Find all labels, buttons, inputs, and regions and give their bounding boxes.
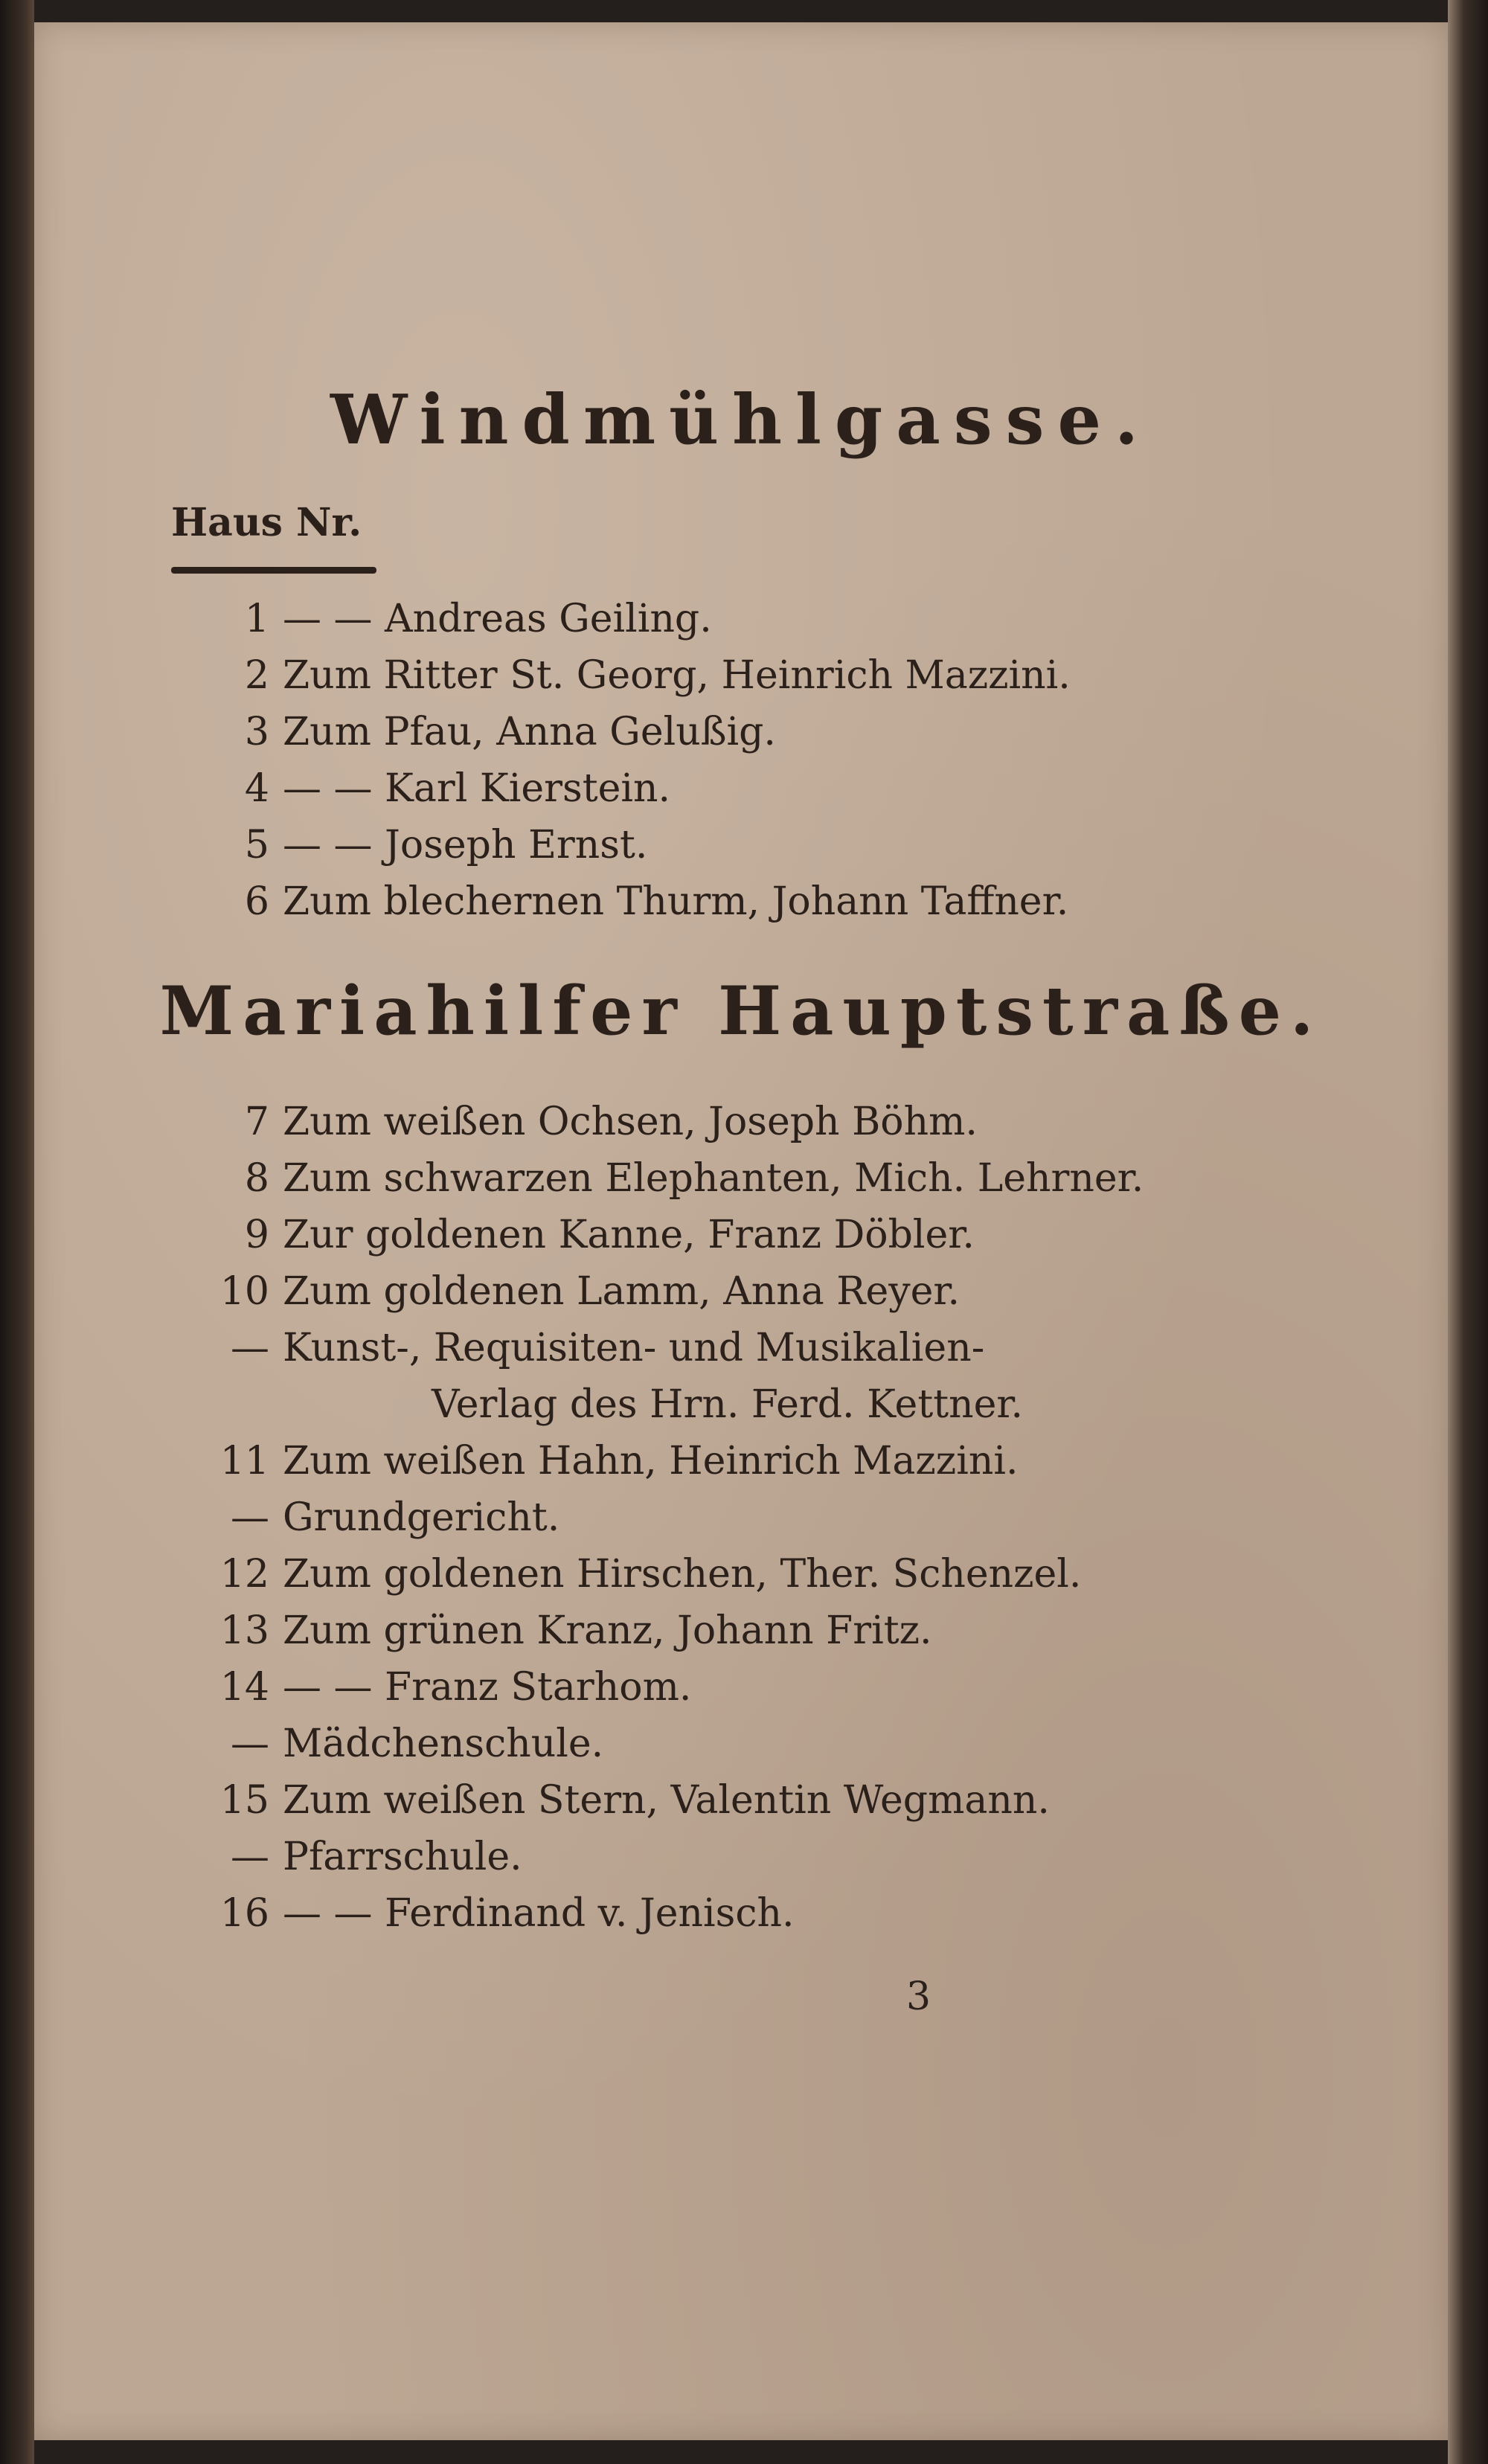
house-number: —	[231, 1326, 269, 1370]
house-number: —	[231, 1495, 269, 1540]
house-number: 3	[244, 710, 269, 754]
entry-text: — — Andreas Geiling.	[283, 597, 712, 641]
house-number: 8	[244, 1156, 269, 1201]
entry-text: Mädchenschule.	[283, 1722, 604, 1766]
house-number: 10	[219, 1269, 269, 1314]
list-item	[205, 1100, 978, 1152]
list-item	[205, 1213, 975, 1265]
house-number: 13	[219, 1608, 269, 1653]
entry-text: — — Joseph Ernst.	[283, 823, 648, 867]
list-item	[205, 653, 1071, 705]
list-item	[205, 1269, 960, 1321]
list-item	[205, 766, 670, 818]
entry-continuation-text: Verlag des Hrn. Ferd. Kettner.	[432, 1382, 1024, 1427]
list-item	[205, 1665, 691, 1717]
list-item	[205, 1722, 603, 1774]
house-number: 11	[219, 1439, 269, 1483]
section-title-windmuehlgasse: Windmühlgasse.	[330, 379, 1152, 460]
house-number: 15	[219, 1778, 269, 1823]
list-item	[205, 823, 647, 875]
list-item	[205, 597, 712, 649]
house-number: 6	[244, 879, 269, 924]
entry-text: Zum weißen Hahn, Heinrich Mazzini.	[283, 1439, 1019, 1483]
house-number: 1	[244, 597, 269, 641]
list-item	[205, 1156, 1144, 1208]
list-item	[205, 1835, 522, 1887]
book-page	[34, 22, 1448, 2440]
house-number: 14	[219, 1665, 269, 1710]
entry-text: Zum goldenen Hirschen, Ther. Schenzel.	[283, 1552, 1082, 1597]
page-edge-shadow	[1448, 0, 1488, 2464]
list-item	[205, 1608, 932, 1661]
entry-text: Zum Pfau, Anna Gelußig.	[283, 710, 776, 754]
book-spine-shadow	[0, 0, 34, 2464]
house-number: 12	[219, 1552, 269, 1597]
list-item	[205, 1439, 1018, 1491]
entry-text: Zum blechernen Thurm, Johann Taffner.	[283, 879, 1069, 924]
list-item	[205, 1778, 1050, 1830]
list-item	[205, 710, 776, 762]
entry-text: Zum weißen Stern, Valentin Wegmann.	[283, 1778, 1050, 1823]
entry-text: — — Ferdinand v. Jenisch.	[283, 1891, 795, 1936]
house-number: 2	[244, 653, 269, 698]
house-number: 16	[219, 1891, 269, 1936]
entry-text: Zum Ritter St. Georg, Heinrich Mazzini.	[283, 653, 1071, 698]
section-title-mariahilfer-hauptstrasse: Mariahilfer Hauptstraße.	[159, 972, 1323, 1050]
house-number: 4	[244, 766, 269, 811]
entry-text: Zum goldenen Lamm, Anna Reyer.	[283, 1269, 961, 1314]
list-item	[205, 1552, 1081, 1604]
header-underline	[171, 567, 376, 574]
column-header-haus-nr: Haus Nr.	[171, 500, 362, 545]
entry-text: Kunst-, Requisiten- und Musikalien-	[283, 1326, 985, 1370]
house-number: 5	[244, 823, 269, 867]
list-item	[205, 1891, 794, 1943]
house-number: 7	[244, 1100, 269, 1144]
house-number: 9	[244, 1213, 269, 1257]
entry-text: Zum schwarzen Elephanten, Mich. Lehrner.	[283, 1156, 1144, 1201]
list-item	[205, 879, 1068, 931]
list-item	[205, 1326, 984, 1378]
entry-text: — — Franz Starhom.	[283, 1665, 692, 1710]
entry-text: Zum weißen Ochsen, Joseph Böhm.	[283, 1100, 978, 1144]
entry-text: — — Karl Kierstein.	[283, 766, 671, 811]
entry-text: Zum grünen Kranz, Johann Fritz.	[283, 1608, 932, 1653]
page-number: 3	[906, 1974, 931, 2019]
house-number: —	[231, 1835, 269, 1879]
entry-text: Pfarrschule.	[283, 1835, 522, 1879]
house-number: —	[231, 1722, 269, 1766]
entry-text: Zur goldenen Kanne, Franz Döbler.	[283, 1213, 975, 1257]
list-item	[205, 1495, 559, 1547]
entry-text: Grundgericht.	[283, 1495, 560, 1540]
